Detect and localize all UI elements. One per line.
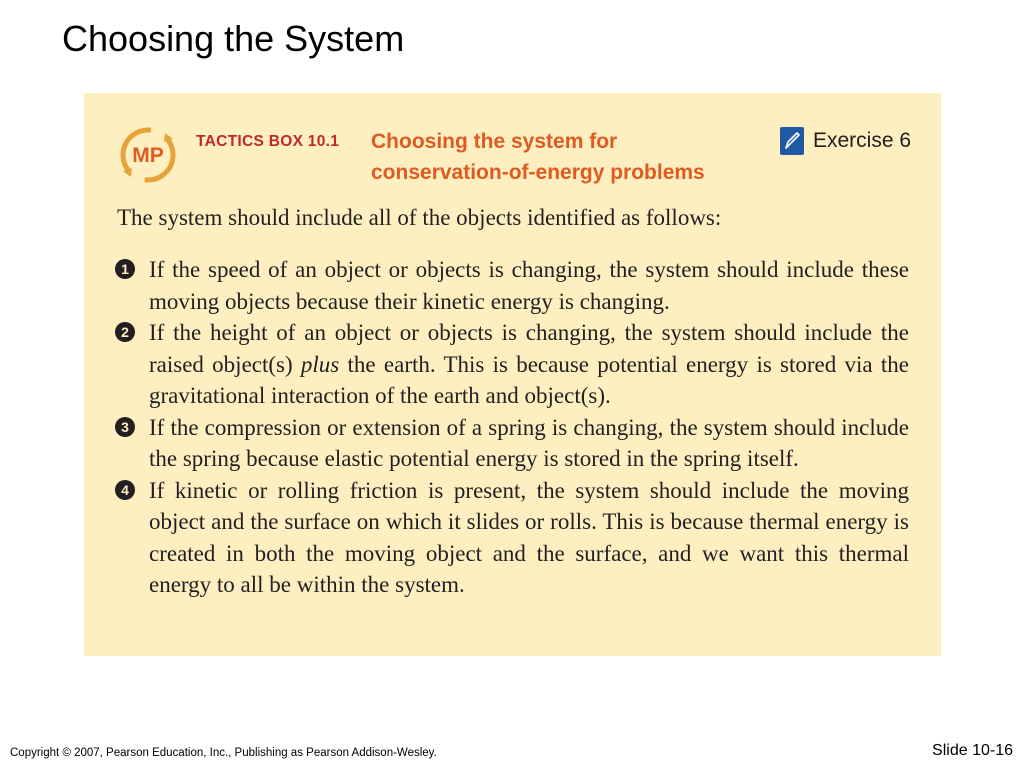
step-item: [115, 412, 909, 475]
tactics-heading-line2: conservation-of-energy problems: [371, 161, 705, 184]
tactics-box-heading: [371, 126, 705, 188]
slide-number: Slide 10-16: [932, 742, 1013, 759]
step-text: If the speed of an object or objects is changing, the system should include these moving objects because their kinetic energy is changing.: [149, 257, 909, 314]
exercise-label: Exercise 6: [813, 129, 912, 152]
tactics-heading-line1: Choosing the system for: [371, 130, 618, 153]
mp-logo: [118, 125, 178, 185]
mp-logo-text: MP: [132, 144, 164, 167]
mp-logo-graphic: [118, 125, 178, 185]
intro-text: The system should include all of the objects identified as follows:: [117, 205, 722, 230]
step-text: If kinetic or rolling friction is present, the system should include the moving object and the surface on which it slides or rolls. This is because thermal energy is created in both the moving object and the surface, and we want this thermal energy to all be within the system.: [149, 477, 909, 597]
pencil-icon: [780, 127, 804, 155]
step-item: [115, 317, 909, 412]
step-number-badge: 4: [115, 480, 135, 500]
step-text-before: If the height of an object or objects is changing, the system should include the raised object(s): [149, 320, 909, 377]
step-number-badge: 1: [115, 259, 135, 279]
step-item: [115, 254, 909, 317]
slide-title: Choosing the System: [62, 18, 405, 59]
step-number-badge: 2: [115, 322, 135, 342]
steps-list: [115, 254, 909, 601]
step-text-after: the earth. This is because potential energy is stored via the gravitational interaction of the earth and object(s).: [149, 351, 909, 408]
tactics-box: [84, 93, 941, 656]
exercise-link[interactable]: [780, 126, 911, 156]
step-text: If the compression or extension of a spring is changing, the system should include the spring because elastic potential energy is stored in the spring itself.: [149, 414, 909, 471]
tactics-box-label: TACTICS BOX 10.1: [196, 133, 340, 150]
copyright-notice: Copyright © 2007, Pearson Education, Inc., Publishing as Pearson Addison-Wesley.: [10, 747, 437, 759]
step-item: [115, 475, 909, 601]
step-number-badge: 3: [115, 417, 135, 437]
step-emphasis: plus: [300, 351, 340, 377]
